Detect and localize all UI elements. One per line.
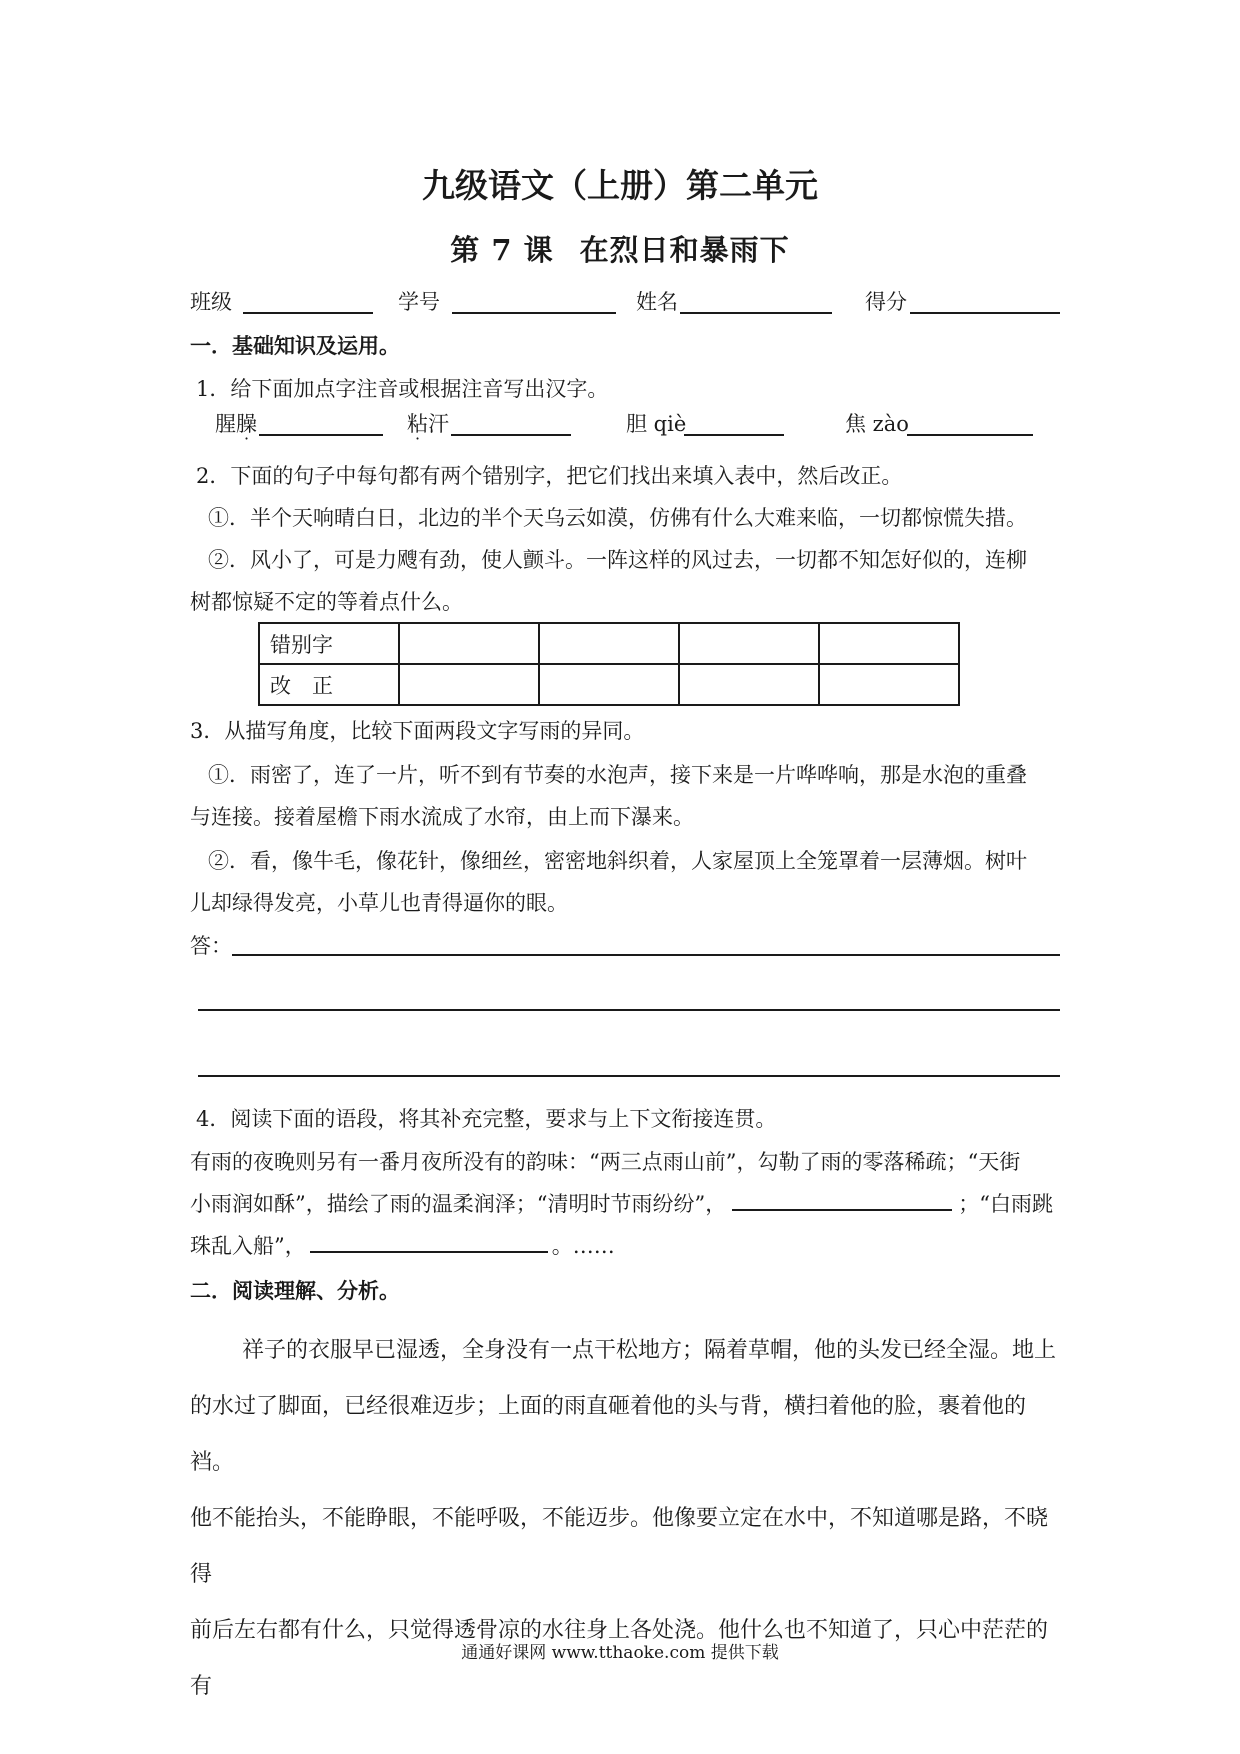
answer-label: 答：	[190, 934, 232, 958]
passage-line: 前后左右都有什么，只觉得透骨凉的水往身上各处浇。他什么也不知道了，只心中茫茫的有	[190, 1618, 1049, 1699]
lesson-number: 第 7 课	[450, 233, 554, 267]
q2-sentence-1: ①．半个天响晴白日，北边的半个天乌云如漠，仿佛有什么大难来临，一切都惊慌失措。	[208, 506, 1027, 530]
q4-line-1: 有雨的夜晚则另有一番月夜所没有的韵味：“两三点雨山前”，勾勒了雨的零落稀疏；“天街	[190, 1150, 1021, 1174]
section1-heading: 一．基础知识及运用。	[190, 333, 400, 358]
dotted-char: 粘	[407, 412, 428, 436]
table-row	[259, 664, 959, 705]
footer-credit: 通通好课网 www.tthaoke.com 提供下载	[461, 1643, 779, 1663]
q1-item-3: 胆 qiè	[626, 408, 686, 438]
lesson-name: 在烈日和暴雨下	[579, 233, 790, 267]
table-header-correct: 改 正	[259, 664, 399, 705]
q3-passage-1-line-1: ①．雨密了，连了一片，听不到有节奏的水泡声，接下来是一片哗哗响，那是水泡的重叠	[208, 763, 1027, 787]
q1-blank-3[interactable]	[684, 434, 784, 436]
correction-table	[258, 622, 960, 706]
q4-blank-2[interactable]	[310, 1231, 548, 1253]
q3-passage-2-line-1: ②．看，像牛毛，像花针，像细丝，密密地斜织着，人家屋顶上全笼罩着一层薄烟。树叶	[208, 849, 1027, 873]
q4-line-3: 珠乱入船”， 。……	[190, 1230, 615, 1260]
student-no-blank[interactable]	[452, 312, 616, 314]
q1-blank-4[interactable]	[907, 434, 1033, 436]
section2-heading: 二．阅读理解、分析。	[190, 1278, 400, 1303]
q2-prompt: 2．下面的句子中每句都有两个错别字，把它们找出来填入表中，然后改正。	[196, 464, 903, 488]
passage-line: 的水过了脚面，已经很难迈步；上面的雨直砸着他的头与背，横扫着他的脸，裹着他的裆。	[190, 1394, 1027, 1475]
q1-blank-2[interactable]	[451, 434, 571, 436]
table-cell[interactable]	[539, 623, 679, 664]
table-header-wrong: 错别字	[259, 623, 399, 664]
q1-item-4: 焦 zào	[845, 408, 909, 438]
table-cell[interactable]	[539, 664, 679, 705]
q1-item-1: 腥臊	[215, 408, 257, 438]
q4-prompt: 4．阅读下面的语段，将其补充完整，要求与上下文衔接连贯。	[196, 1107, 777, 1131]
table-row	[259, 623, 959, 664]
lesson-title	[0, 228, 1240, 269]
q1-item-2: 粘汗	[407, 408, 449, 438]
name-blank[interactable]	[680, 312, 832, 314]
q4-line-2: 小雨润如酥”，描绘了雨的温柔润泽；“清明时节雨纷纷”， ；“白雨跳	[190, 1188, 1053, 1218]
table-cell[interactable]	[819, 664, 959, 705]
answer-line-3[interactable]	[198, 1075, 1060, 1077]
student-info-row	[190, 286, 1060, 316]
q1-blank-1[interactable]	[259, 434, 383, 436]
table-cell[interactable]	[679, 664, 819, 705]
table-cell[interactable]	[679, 623, 819, 664]
table-cell[interactable]	[399, 623, 539, 664]
q3-prompt: 3．从描写角度，比较下面两段文字写雨的异同。	[190, 719, 645, 743]
q2-sentence-2-line-2: 树都惊疑不定的等着点什么。	[190, 590, 463, 614]
name-label: 姓名	[636, 290, 678, 314]
passage-line: 祥子的衣服早已湿透，全身没有一点干松地方；隔着草帽，他的头发已经全湿。地上	[242, 1338, 1057, 1363]
q3-passage-1-line-2: 与连接。接着屋檐下雨水流成了水帘，由上而下瀑来。	[190, 805, 694, 829]
page-title: 九级语文（上册）第二单元	[422, 166, 818, 205]
score-label: 得分	[865, 290, 907, 314]
q3-passage-2-line-2: 儿却绿得发亮，小草儿也青得逼你的眼。	[190, 891, 568, 915]
class-label: 班级	[190, 290, 232, 314]
class-blank[interactable]	[243, 312, 373, 314]
answer-line-1[interactable]	[232, 954, 1060, 956]
dotted-char: 臊	[236, 412, 257, 436]
student-no-label: 学号	[398, 290, 440, 314]
q1-prompt: 1．给下面加点字注音或根据注音写出汉字。	[196, 377, 609, 401]
table-cell[interactable]	[399, 664, 539, 705]
passage-line: 他不能抬头，不能睁眼，不能呼吸，不能迈步。他像要立定在水中，不知道哪是路，不晓得	[190, 1506, 1049, 1587]
score-blank[interactable]	[910, 312, 1060, 314]
q4-blank-1[interactable]	[732, 1189, 952, 1211]
table-cell[interactable]	[819, 623, 959, 664]
q2-sentence-2-line-1: ②．风小了，可是力飕有劲，使人颤斗。一阵这样的风过去，一切都不知怎好似的，连柳	[208, 548, 1027, 572]
answer-line-2[interactable]	[198, 1009, 1060, 1011]
